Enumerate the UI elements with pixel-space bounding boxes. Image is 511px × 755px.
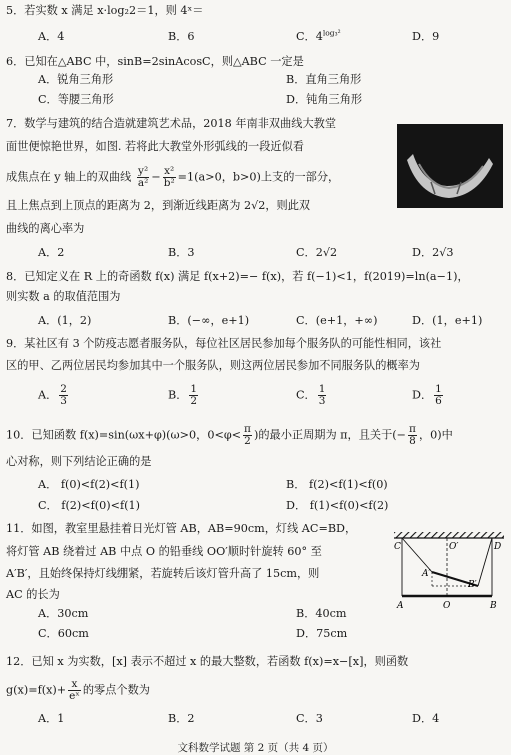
q9-line-2: 区的甲、乙两位居民均参加其中一个服务队，则这两位居民参加不同服务队的概率为 [6,359,420,372]
q5-stem: 5．若实数 x 满足 x·log₂2＝1，则 4ˣ＝ [6,4,204,17]
q6-option-c: C．等腰三角形 [38,93,114,106]
q10-pi-over-8 [408,424,417,447]
q5-option-b: B．6 [168,30,195,43]
q8-line-2: 则实数 a 的取值范围为 [6,290,121,303]
q9-option-b-den: 2 [190,395,198,407]
wire-ca-prime [402,538,432,572]
q11-option-b: B．40cm [296,607,347,620]
q10-option-a: A． f(0)<f(2)<f(1) [38,478,140,491]
q7-option-b: B．3 [168,246,195,259]
q7-line-3 [6,166,339,189]
q8-option-a: A．(1，2) [38,314,92,327]
q12-line-2-lead: g(x)=f(x)+ [6,683,67,697]
q9-option-c-fraction [318,384,327,407]
q7-fraction-y-den: a² [137,177,149,189]
q10-option-d: D． f(1)<f(0)<f(2) [286,499,389,512]
q10-option-b: B． f(2)<f(1)<f(0) [286,478,388,491]
q9-option-d-label: D． [412,388,433,402]
label-b: B [490,601,497,610]
q12-line-2 [6,679,150,702]
q10-pi-over-8-num: π [409,423,416,435]
q12-fraction-num: x [68,679,81,691]
label-a: A [397,601,404,610]
q7-minus: − [151,170,161,184]
q10-line-1 [6,424,453,447]
label-b-prime: B′ [468,580,477,590]
q9-option-a [38,384,70,407]
page-footer: 文科数学试题 第 2 页（共 4 页） [177,742,334,754]
q6-stem: 6．已知在△ABC 中，sinB=2sinAcosC，则△ABC 一定是 [6,55,304,68]
q9-option-c-label: C． [296,388,316,402]
q7-line-2: 面世便惊艳世界，如图. 若将此大教堂外形弧线的一段近似看 [6,140,304,153]
q12-fraction [68,679,81,702]
q9-option-b-label: B． [168,388,188,402]
label-o-prime: O′ [449,542,459,552]
q5-option-c-base: C．4 [296,30,323,43]
q9-option-d-den: 6 [435,395,442,407]
q9-option-b [168,384,200,407]
q7-fraction-x [163,166,176,189]
q10-line-1-mid: )的最小正周期为 π，且关于(− [253,428,407,442]
q7-line-3-tail: =1(a>0，b>0)上支的一部分， [177,170,340,184]
q9-option-a-num: 2 [60,383,67,395]
q11-option-d: D．75cm [296,627,348,640]
q12-fraction-den: eˣ [69,690,80,702]
q10-line-2: 心对称，则下列结论正确的是 [6,455,152,468]
q9-option-a-fraction [59,384,68,407]
q9-option-c [296,384,328,407]
q6-option-b: B．直角三角形 [286,73,362,86]
cathedral-photo-image [397,124,503,208]
q9-option-b-fraction [189,384,198,407]
q12-option-a: A．1 [38,712,65,725]
q7-option-c: C．2√2 [296,246,338,259]
q9-option-c-den: 3 [318,395,326,407]
q9-option-c-num: 1 [318,383,326,395]
label-o: O [443,601,451,610]
q12-option-c: C．3 [296,712,323,725]
q7-line-4: 且上焦点到上顶点的距离为 2，到渐近线距离为 2√2，则此双 [6,199,311,212]
q10-pi-over-2-num: π [244,423,251,435]
q7-line-1: 7．数学与建筑的结合造就建筑艺术品，2018 年南非双曲线大教堂 [6,117,337,130]
q5-option-d: D．9 [412,30,440,43]
wire-db-prime [478,538,492,586]
q5-option-a: A．4 [38,30,65,43]
q12-line-1: 12．已知 x 为实数，[x] 表示不超过 x 的最大整数，若函数 f(x)=x−[x]，则函数 [6,655,409,668]
q10-pi-over-8-den: 8 [409,435,416,447]
q9-line-1: 9．某社区有 3 个防疫志愿者服务队，每位社区居民参加每个服务队的可能性相同，该社 [6,337,442,350]
q7-option-a: A．2 [38,246,65,259]
q5-option-c [296,30,341,44]
q6-option-d: D．钝角三角形 [286,93,363,106]
q6-option-a: A．锐角三角形 [38,73,114,86]
q10-option-c: C． f(2)<f(0)<f(1) [38,499,141,512]
label-a-prime: A′ [422,569,431,579]
q9-option-d-fraction [434,384,443,407]
label-c: C [394,542,401,552]
q9-option-d [412,384,445,407]
q10-line-1-tail: ，0)中 [418,428,453,442]
q11-lamp-diagram [394,532,504,610]
label-d: D [494,542,502,552]
q10-pi-over-2-den: 2 [244,435,251,447]
q11-line-3: A′B′，且始终保持灯线绷紧，若旋转后该灯管升高了 15cm，则 [6,567,320,580]
ceiling-hatch [394,532,504,538]
q7-fraction-y [137,166,149,189]
q11-option-a: A．30cm [38,607,89,620]
q9-option-a-den: 3 [60,395,67,407]
cathedral-photo [397,124,503,208]
q12-option-d: D．4 [412,712,440,725]
q5-option-c-exponent: log₃² [322,28,341,38]
q7-fraction-x-den: b² [163,177,175,189]
q12-line-2-tail: 的零点个数为 [82,683,150,697]
q8-option-b: B．(−∞，e+1) [168,314,250,327]
q8-option-d: D．(1，e+1) [412,314,483,327]
q9-option-b-num: 1 [190,383,198,395]
q11-line-2: 将灯管 AB 绕着过 AB 中点 O 的铅垂线 OO′顺时针旋转 60° 至 [6,545,322,558]
q7-fraction-y-num: y² [138,165,149,177]
q10-pi-over-2 [243,424,252,447]
q7-fraction-x-num: x² [164,165,175,177]
q9-option-a-label: A． [38,388,58,402]
q11-line-1: 11．如图，教室里悬挂着日光灯管 AB，AB=90cm，灯线 AC=BD， [6,522,357,535]
q7-option-d: D．2√3 [412,246,454,259]
q11-option-c: C．60cm [38,627,89,640]
q7-line-3-lead: 成焦点在 y 轴上的双曲线 [6,170,132,184]
q8-option-c: C．(e+1，+∞) [296,314,378,327]
q10-line-1-lead: 10．已知函数 f(x)=sin(ωx+φ)(ω>0，0<φ< [6,428,242,442]
q9-option-d-num: 1 [435,383,442,395]
q7-line-5: 曲线的离心率为 [6,222,85,235]
q11-line-4: AC 的长为 [6,588,60,601]
q8-line-1: 8．已知定义在 R 上的奇函数 f(x) 满足 f(x+2)=− f(x)，若 f(−1)<1，f(2019)=ln(a−1)， [6,270,469,283]
q12-option-b: B．2 [168,712,195,725]
